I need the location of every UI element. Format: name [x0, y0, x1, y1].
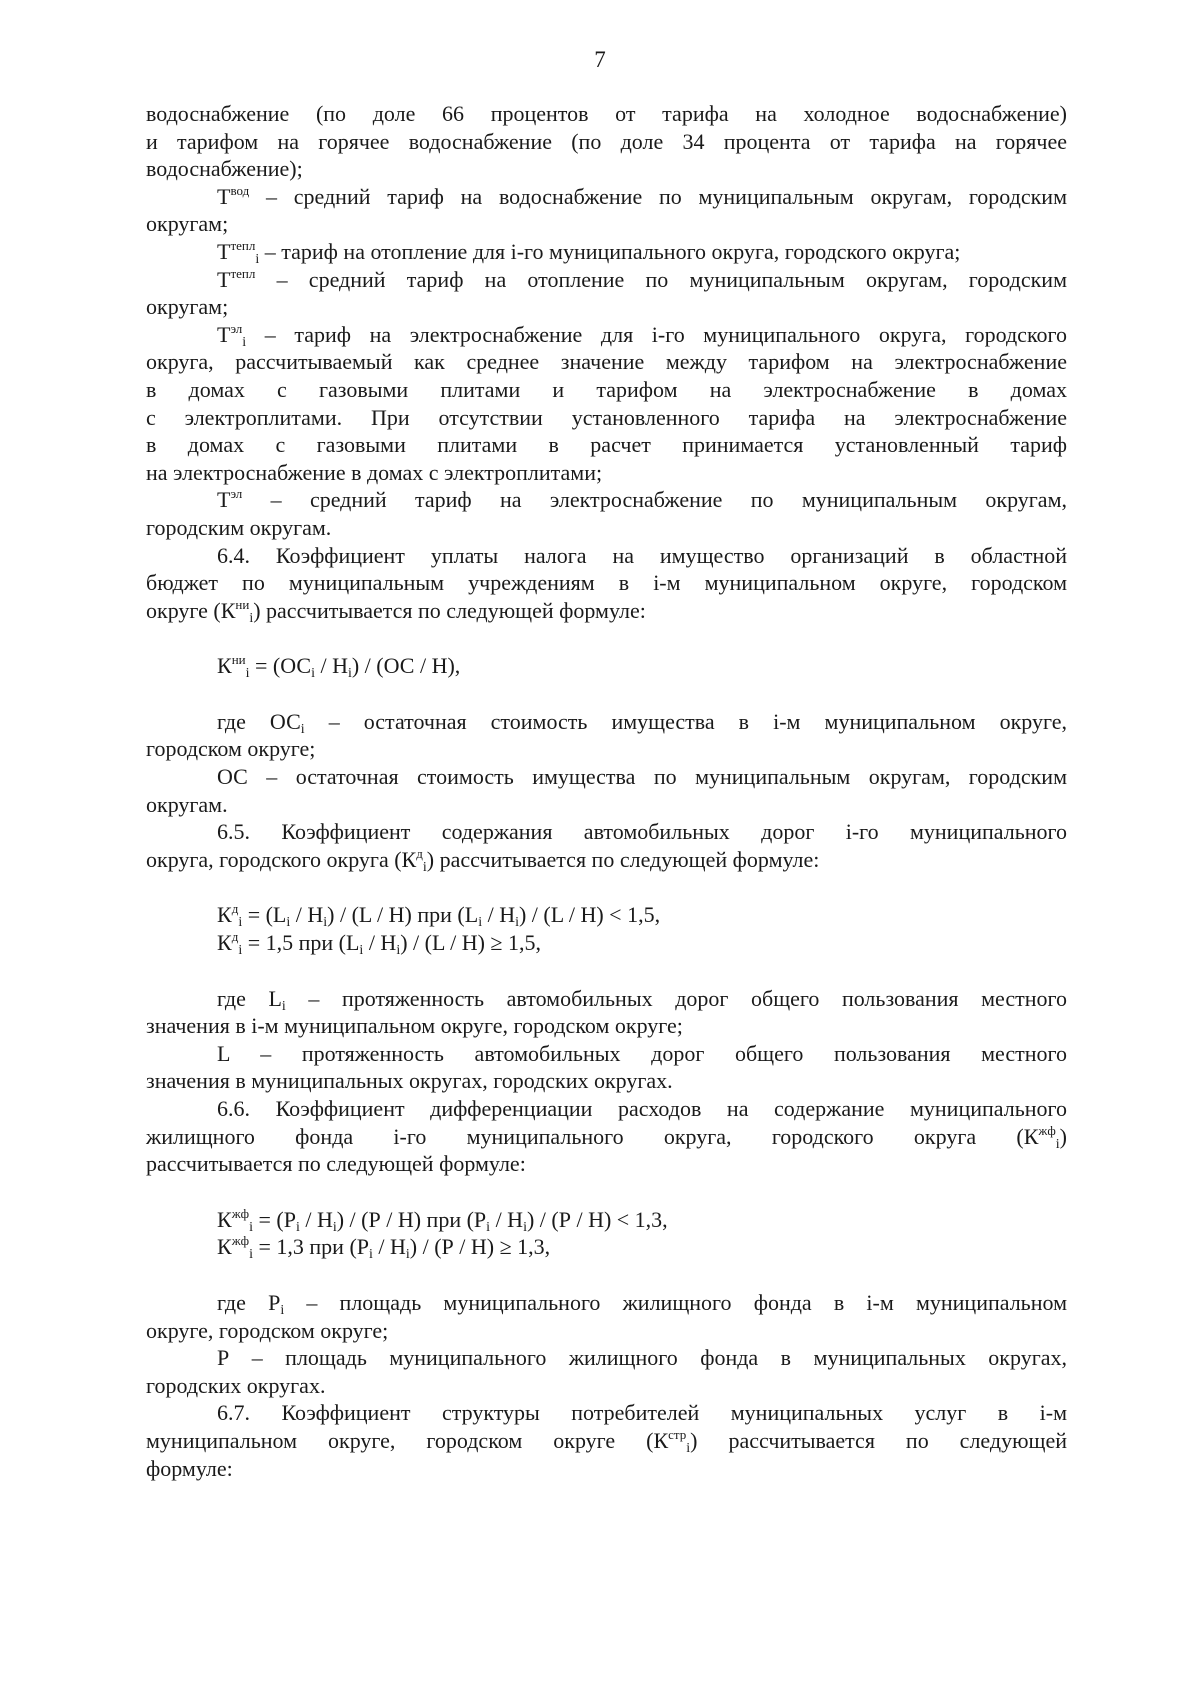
formula-6-6-a: $К^{жф}i = (Рi / Нi) / (Р / Н)$ при (Рi / Нi) / (Р / Н) < 1,3,	[217, 1205, 668, 1235]
text-line: городском округе;	[146, 736, 316, 762]
formula-6-4: $К^{ни}i = (ОСi / Нi) / (ОС / Н)$,	[217, 652, 461, 682]
text-line: и тарифом на горячее водоснабжение (по доле 34 процента от тарифа на горячее	[146, 128, 1067, 154]
text-line: значения в муниципальных округах, городских округах.	[146, 1068, 673, 1094]
text-line: городским округам.	[146, 514, 332, 540]
text-line: в домах с газовыми плитами и тарифом на электроснабжение в домах	[146, 376, 1067, 402]
definition-ttepl: $Т^{тепл}$ – средний тариф на отопление по муниципальным округам, городским	[217, 265, 1067, 292]
formula-6-6-b: $К^{жф}i = 1,3$ при (Рi / Нi) / (Р / Н) ≥ 1,3,	[217, 1233, 551, 1263]
document-body	[146, 100, 1067, 1482]
text-line: бюджет по муниципальным учреждениям в i-м муниципальном округе, городском	[146, 570, 1067, 596]
text-line: округе $(К^{ни}i)$ рассчитывается по следующей формуле:	[146, 596, 646, 626]
definition-p: Р – площадь муниципального жилищного фонда в муниципальных округах,	[217, 1345, 1067, 1371]
definition-ttepl-i: $Т^{тепл}i$ – тариф на отопление для i-го муниципального округа, городского округа;	[217, 237, 961, 267]
text-line: рассчитывается по следующей формуле:	[146, 1151, 526, 1177]
page-number: 7	[594, 47, 606, 72]
text-line: водоснабжение);	[146, 156, 303, 182]
text-line: городских округах.	[146, 1372, 326, 1398]
where-p-i: где Рi – площадь муниципального жилищного фонда в i-м муниципальном	[217, 1289, 1067, 1318]
text-line: округа, рассчитываемый как среднее значение между тарифом на электроснабжение	[146, 349, 1067, 375]
section-6-5: 6.5. Коэффициент содержания автомобильных дорог i-го муниципального	[217, 819, 1067, 845]
text-line: округа, городского округа $(К^дi)$ рассчитывается по следующей формуле:	[146, 845, 820, 875]
formula-6-5-a: $К^дi = (Li / Нi) / (L / Н)$ при (Li / Нi) / (L / Н) < 1,5,	[217, 901, 661, 931]
text-line: формуле:	[146, 1455, 233, 1481]
section-6-7: 6.7. Коэффициент структуры потребителей муниципальных услуг в i-м	[217, 1400, 1067, 1426]
where-l-i: где Li – протяженность автомобильных дорог общего пользования местного	[217, 985, 1067, 1014]
text-line: муниципальном округе, городском округе $(К^{стр}i)$ рассчитывается по следующей	[146, 1426, 1068, 1456]
definition-oc: ОС – остаточная стоимость имущества по муниципальным округам, городским	[217, 764, 1067, 790]
section-6-6: 6.6. Коэффициент дифференциации расходов на содержание муниципального	[217, 1096, 1067, 1121]
definition-tvod: $Т^{вод}$ – средний тариф на водоснабжение по муниципальным округам, городским	[217, 182, 1067, 209]
text-line: округе, городском округе;	[146, 1317, 389, 1343]
text-line: с электроплитами. При отсутствии установленного тарифа на электроснабжение	[146, 404, 1067, 430]
text-line: округам.	[146, 791, 228, 817]
formula-6-5-b: $К^дi = 1,5$ при (Li / Нi) / (L / Н) ≥ 1,5,	[217, 929, 541, 959]
text-line: округам;	[146, 211, 229, 237]
text-line: водоснабжение (по доле 66 процентов от тарифа на холодное водоснабжение)	[146, 101, 1067, 126]
text-line: значения в i-м муниципальном округе, городском округе;	[146, 1013, 683, 1039]
where-oc-i: где ОСi – остаточная стоимость имущества в i-м муниципальном округе,	[217, 708, 1067, 737]
text-line: жилищного фонда i-го муниципального округа, городского округа $(К^{жф}i)$	[146, 1122, 1067, 1152]
section-6-4: 6.4. Коэффициент уплаты налога на имущество организаций в областной	[217, 542, 1067, 568]
text-line: округам;	[146, 294, 229, 320]
definition-l: L – протяженность автомобильных дорог общего пользования местного	[217, 1040, 1067, 1066]
definition-tel: $Т^{эл}$ – средний тариф на электроснабжение по муниципальным округам,	[217, 486, 1067, 513]
text-line: на электроснабжение в домах с электроплитами;	[146, 459, 603, 485]
text-line: в домах с газовыми плитами в расчет принимается установленный тариф	[146, 432, 1067, 458]
definition-tel-i: $Т^{эл}i$ – тариф на электроснабжение для i-го муниципального округа, городского	[217, 320, 1067, 350]
